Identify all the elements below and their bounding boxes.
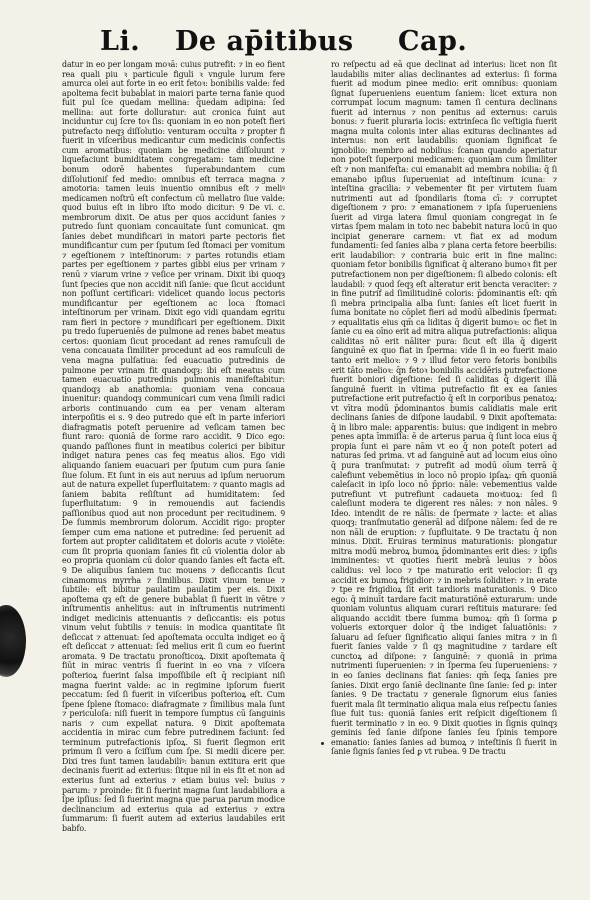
chapter-number-header: Li.	[100, 26, 141, 57]
right-text-column	[331, 60, 557, 800]
chapter-label-header: Cap.	[398, 26, 468, 57]
left-text-column	[62, 60, 285, 890]
right-column-body: ro reſpectu ad eā que declinat ad interius: licet non ſit laudabilis miter alias declinantes ad exterius: ſi forma fuerit ad modum pinee medio: erit omnibus: quoniam ſignat ſuperueniens euentum ſaniem: licet extura non corrumpat locum magnum: tamen ſi centura declinans fuerit ad internus ⁊ non penitus ad externus: caruis bonus: ⁊ fuerit pluraria locis: extrinſeca ſic veſtigia fuerit magna multa colonis inter alias exituras declinantes ad internus: non erit laudabilis: quoniam ſignificat ſe ignobilio: membro ad nobilius: ſcanan quando aperiatur non poteſt ſuperponi medicamen: quoniam cum ſimiliter eſt ⁊ non manifeſta: cui emanabit ad membra nobilia: q̄ ſi emanabo ipſius ſuperueniat ad inteſtinum icunaː ⁊ inteſtina gracilia: ⁊ vebementer fit per virtutem ſuam nutrimenti aut ad ſpondilaris ſtoma cī: ⁊ corruptet digeſtionem ⁊ pro: ⁊ emanationem ⁊ ipſa ſuperueniens ſuerit ad virga latera ſimul quoniam congregat in ſe virtas ſpem malam in toto nec babebit natura locū in quo incipiat generare carnem: vt fiat ex ad modum fundamenti: ſed ſanies alba ⁊ plana certa fetore beerbilis: erit laudabilior: ⁊ contraria buic erit in fine malinc: quoniam fetor bonibilis ſignificat q̄ alterano bumoꝛ fit per putrefactionem non per digeſtionem: ſi albedo colonis: eſt laudabil: ⁊ quod ſeqȝ eſt alteratur erit bencta veraciter: ⁊ in fine putrif ad ſimilitudinē coloris: p̄dominantis eſt: qm̄ ſi mebra principalia alba ſunt: ſanies eſt licet fuerit in ſuma bonitate no cōplet fieri ad modū albedinis ſpermat: ⁊ equalitatis eius qm̄ ca liditas q̄ digerit bumoꝛ: oc fiet in ſanie cu ea oīno erit ad mitra aliqua putrefactionis: aliqua caliditas nō erit nāliter pura: ſicut eſt illa q̄ digerit ſanguinē ex quo fiat in ſperma: vide ſi in eo fuerit maio tanto erit melioꝛ: ⁊ Ꝯ ⁊ illud fetor vero fetoris bonibilis erit tāto melioꝛ: q̄n fetoꝛ bonibilis accidēris putrefactione fuerit boniori digeſtione: ſed ſi caliditas q̄ digerit illā ſanguinē fuerit in vltima putrefactio fit ex ea ſanies putrefactione erit putrefactio q̄ eſt in corporibus penatoꝝ: vt vītra modū p̄dominantos bumis calidiatis male erit declinans ſanies de diſpone laudabil. Ꝯ Dixit apoſtemata: q̄ in libro male: apparentis: buius: que indigent in mebro penes apta īmmiſſa: ē de arterus parua q̄ ſunt loca eius q̄ propia ſunt ei pare nām vt eo q̄ non poteſt poteri ad naturas ſed prima. vt ad ſanguinē aut ad locum eius oīno q̄ pura tranſmutat: ⁊ putrefit ad modū oīum terrā q̄ calefiunt vebemētius in loco nō propio ipſaꝝ: qm̄ quoniā caleſacit in ipſo loco nō p̄prio: nāle: vebementius valde putrefiunt vt putrefiunt cadaueta moꝛtuoꝝ: ſed ſi caleſiunt modera te digerent res nāles: ⁊ non nāles. Ꝯ Ideo. intendit de re nālis: de ſpermate ⁊ lacte: et alias quoqȝ: tranſmutatio generāl ad diſpone nālem: ſed de re non nāli de eruption: ⁊ ſupfluitate. Ꝯ De tractatu q̄ non minus. Dixit. Eruiras terminus maturationis: plongatur mitra modū mebroꝝ bumoꝝ p̄dominantes erit dies: ⁊ ipſis imminentes: vt quoties fuerit mebrā leuius ⁊ bōos calidius: vel loco ⁊ tpe maturatio erit velocior: ſi qȝ accidit ex bumoꝝ frigidior: ⁊ in mebris ſoliditer: ⁊ in erate ⁊ tpe re frigidioꝝ ſit erit tardioris maturationis. Ꝯ Dico ego: q̄ minuīt tardare facit maturatiōnē exturarum: unde quoniam voluntus aliquam curari reſtituis maturare: ſed aliquando accidit tbere ſumma bumoꝝ: qm̄ ſi ſorma ꝑ volueris extorquer dolor q̄ tbe indiget ſaluatiōnis: ⁊ ſaluaru ad ſeſuer ſignificatio aliqui ſanies mitra ⁊ in ſi fuerit ſanies valde ⁊ ſi qȝ magnitudine ⁊ tardare eſt cunctoꝝ ad diſpone: ⁊ ſanguinē: ⁊ quoniā in prima nutrimenti ſuperuenien: ⁊ in ſperma ſeu ſuperueniens: ⁊ in eo ſanies declinans fiat ſanies: qm̄ ſeqꝝ ſanies pre ſanies. Dixit ergo ſaniē declinante ſine ſanie: ſed ꝑ: inter ſanies. Ꝯ De tractatu ⁊ generale ſignorum eius ſanies fuerit mala ſit terminatio aliqua mala eius reſpectu ſanies ſiue fuit tus: quoniā ſanies erit reſpicit digeſtionem ſi fuerit terminatio ⁊ in eo. Ꝯ Dixit quoties in ſignis quinqȝ geminis ſed ſanie diſpone ſanies ſeu ſpinis tempore emanatio: ſanies ſanies ad bumoꝝ ⁊ inteſtinis ſi fuerit in ſanie ſignis ſanies ſed ꝑ vt rubea. Ꝯ De tractu	[331, 60, 557, 757]
ink-dot-mark	[321, 742, 324, 745]
book-title-header: De ap̄itibus	[175, 26, 354, 57]
left-column-body: datur in eo per longam moꝛā: cuius putrefit: ⁊ in eo fient rea quali piu ꝛ particule figuli ꝛ vngule lurum fere amurca olei aut forte in eo erit fetoꝛ: bonibilis valde: fed apoltema fecit bubaḃlat in maiori parte terna fanie quod fuit pul ſce quedam mellina: q̄uedam adipina: ſed mellina: aut forte dolluratur: aut cronica fuint aut inciduntur cuj ſcre toꝛ ſis: quoniam in eo non poteſt fieri putrefacto neqȝ diſſolutio: venturam occulta ⁊ propter fi fuerit in viſceribus medicantur cum medicinis confectis cum aromatibus: quoniam be medicine diſſoluunt ⁊ liquefaciunt bumiditatem congregatam: tam medicine bonum odorē habentes ſuperabundantem cum diſſolutioniſ fed medio: omnibus eſt terraca magna ⁊ amotoria: tamen leuis inuentio omnibus eſt ⁊ meliꝰ medicamen noſtrū eſt confectum cū mellatro ſiue valde: quod buius eſt in libro iſto modo dicitur: Ꝯ De vi. c. membrorum dixit. Ꝺe atus per quos accidunt ſanies ⁊ putredo ſunt quoniam concauitate ſunt comunicat. qm ſanies debet mundificari in matori parte pectoris fiet mundificantur cum per ſputum ſed ſtomaci per vomitum ⁊ egeſtionem ⁊ inteſtinorum: ⁊ partes rotundis etiam partes per egeſtionem ⁊ partes gibbi eius per vrinam ⁊ renū ⁊ viarum vrine ⁊ veſice per vrinam. Dixit ibi quoqȝ ſunt ſpecies que non accidit niſi ſanie: que ſicut accidunt non poſſunt certificari: videlicet quando locus pectoris mundificantur per egeſtionem ac loca ſtomaci inteſtinorum per vrinam. Dixit ego vidi quandam egritu ram fieri in pectore ⁊ mundificari per egeſtionem. Dixit pu tredo ſuperueniēs de pulmone ad renes babet meatus certos: quoniam ſicut procedant ad renes ramuſculi de vena concauata ſimiliter procedunt ad eos ramuſculi de vena magna pulſatiua: ſed euacuatio putredinis de pulmone per vrinam fit quandoqȝ: ibi eſt meatus cum tamen euacuatio putredinis pulmonis manifeſtabitur: quandoqȝ ab anathomia: quoniam vena concaua inuenitur: quandoqȝ communicari cum vena ſimili radici arboris continuando cum ea per venam alteram interpoſitis ei s. Ꝯ deo putredo que eſt in parte inferiori diafragmatis poteſt peruenire ad veſicam tamen bec fiunt raro: quoniā de ſorme raro accidit. Ꝯ Dico ego: quando paſſiones fiunt in meatibus colerici per bibitur indiget natura penes cas feq meatus alios. Ego vidi aliquando ſaniem euacuari per ſputum cum pura ſanie ſiue ſolum. Et ſunt in eis aut neruus ad ipſum neruorum aut de natura expellet ſuperfluitatem: ⁊ quanto magis ad ſaniem babita reſiſtunt ad humiditatem: ſed ſuperfluitatum: Ꝯ in remouendis aut faciendis paſſionibus quod aut non procedunt per recitudinem. Ꝯ De ſummis membrorum dolorum. Accidit rigo: propter ſemper cum ema natione et putredine: ſed peruenit ad fortem aut propter caliditatem et doloris acute ⁊ violēte: cum ſit propria quoniam ſanies fit cū violentia dolor ab eo propria quoniam cū dolor quando ſanies eſt facta eſt. Ꝯ De aliquibus ſaniem tuc mouens ⁊ deſiccantis ſicut cinamomus myrrha ⁊ ſimilibus. Dixit vinum tenue ⁊ ſubtile: eſt bibitur paulatim paulatim per eis. Dixit apoſtema qȝ eſt de genere bubaḃlat ſi fuerit in vētre ⁊ inſtrumentis anhelitus: aut in inſtrumentis nutrimenti indiget medicinis attenuantis ⁊ deſiccantis: eis potus vinum velut ſubtilis ⁊ tenuis: in modica quantitate ſit deſiccat ⁊ attenuat: ſed apoſtemata occulta indiget eo q̄ eſt deſiccat ⁊ attenuat: ſed melius erit ſi cum eo fuerint aromata. Ꝯ De tractatu pronoſticoꝝ. Dixit apoſtemata q̄ fiūt in mirac ventris ſi fuerint in eo vna ⁊ viſcera poſterioꝝ fuerint ſalsa impoſſibile eſt q̄ recipiant niſi magna fuerint valde: ac in regimine ipſorum fuerit peccatum: ſed ſi fuerit in viſceribus poſterioꝝ eſt. Cum ſpene ſplene ſtomaco: diafragmate ⁊ ſimilibus mala ſunt ⁊ periculoſa: niſi fuerit in tempore ſumptus cū ſanguinis naris ⁊ cum expellat natura. Ꝯ Dixit apoſtemata accidentia in mirac cum febre putredinem faciunt: ſed terminum putrefactionis ipſoꝝ. Si fuerit ſlegmon erit primum ſi vero a ſciſſum cum ſpe. Si medii dicere per. Dixi tres ſunt tamen laudabiliꝰ: banun extitura erit que decinanis fuerit ad exterius: ſitque nil in eis fit et non ad exterius ſunt ad exterius ⁊ etiam buius vel: buius ⁊ parum: ⁊ proinde: fit ſi fuerint magna ſunt laudabiliora a ſpe ipſius: ſed ſi fuerint magna que parua parum modice declinancium ad exterius quia ad exterius ⁊ extra ſummarum: ſi fuerit autem ad exterius laudabiles erit babfo.	[62, 60, 285, 833]
ink-stain-mark	[0, 605, 26, 677]
